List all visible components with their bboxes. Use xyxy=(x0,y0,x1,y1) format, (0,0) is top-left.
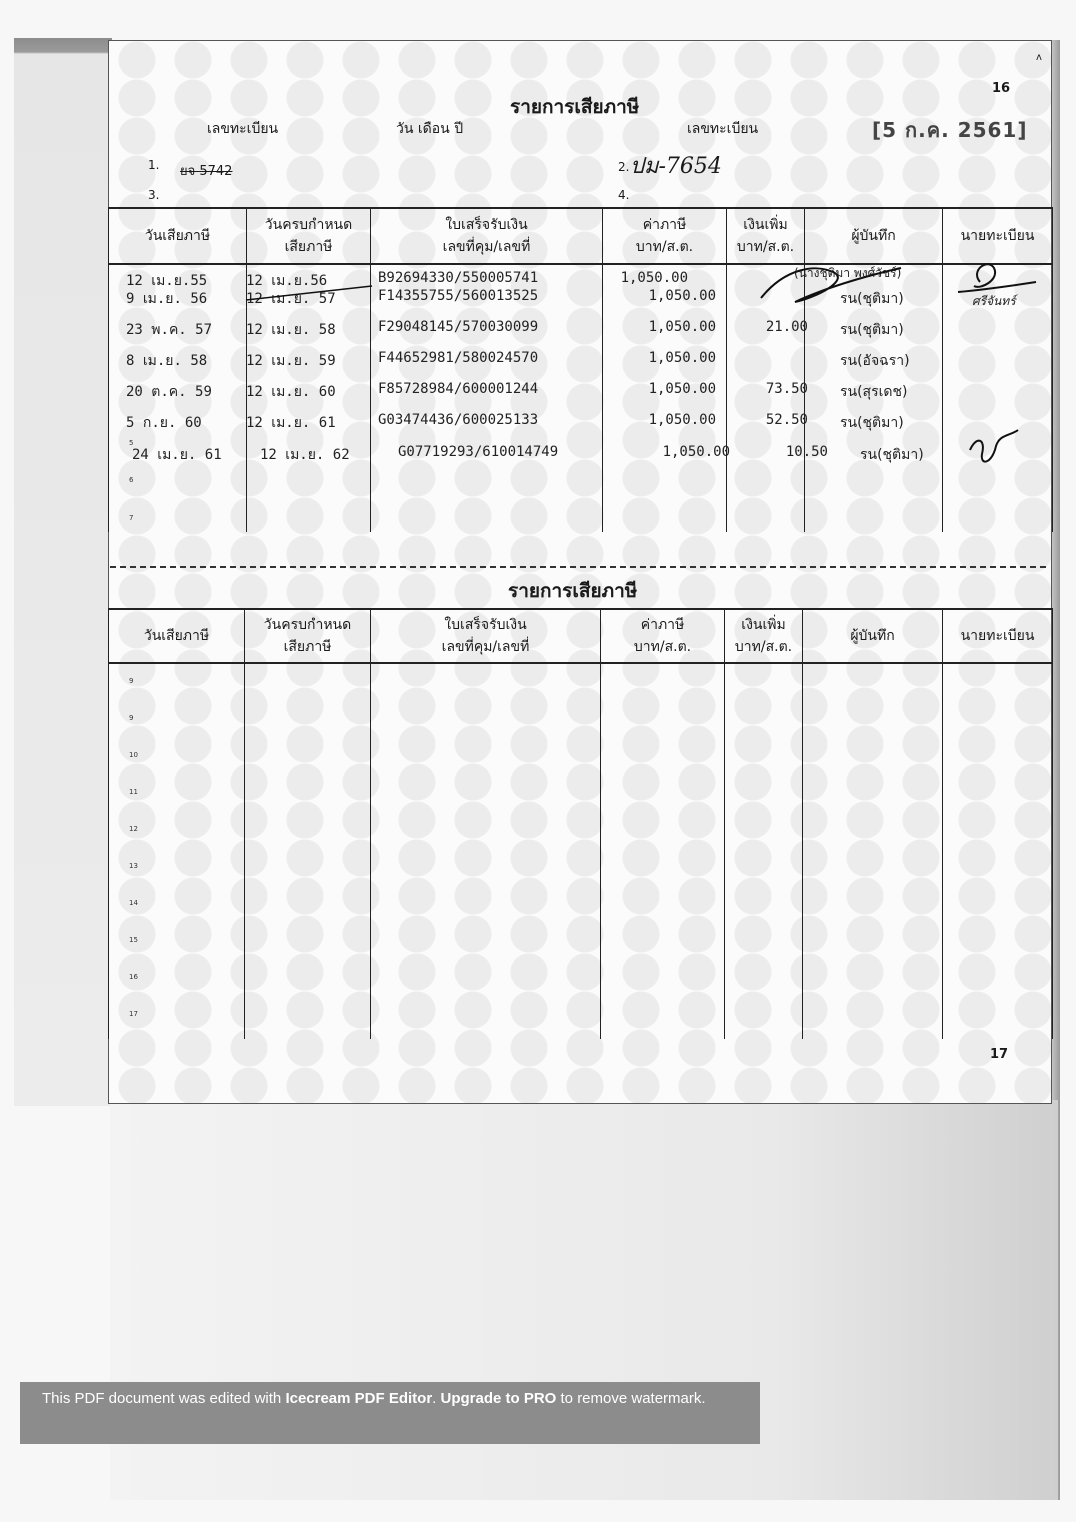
record-fee: 73.50 xyxy=(765,381,808,397)
record-recorder: รน(ชุติมา) xyxy=(840,415,904,431)
row-number: 6 xyxy=(129,476,134,484)
record-fee: 21.00 xyxy=(765,319,808,335)
watermark-suffix: to remove watermark. xyxy=(556,1390,706,1407)
old-plate-struck: ยจ 5742 xyxy=(180,164,233,179)
col-due-date xyxy=(247,208,371,264)
registration-label-left: เลขทะเบียน xyxy=(207,121,279,137)
record-recorder: รน(อัจฉรา) xyxy=(840,353,910,369)
col-tax xyxy=(603,208,727,264)
watermark-middle: . xyxy=(432,1390,441,1407)
tax-table-bottom xyxy=(108,608,1053,1039)
recorder-signature xyxy=(755,258,905,314)
record-fee: 10.50 xyxy=(785,444,828,460)
col-tax-line1: ค่าภาษี xyxy=(640,617,685,633)
body-cell xyxy=(601,663,725,1039)
plate-slot-1: 1. xyxy=(148,158,160,172)
record-receipt: G03474436/600025133 xyxy=(378,412,539,428)
col-surcharge xyxy=(727,208,805,264)
watermark-upgrade-link[interactable]: Upgrade to PRO xyxy=(440,1390,557,1407)
tax-record-row xyxy=(108,350,1052,374)
record-tax: 1,050.00 xyxy=(648,319,716,335)
col-receipt xyxy=(371,208,603,264)
new-plate-handwritten: ปม-7654 xyxy=(630,154,722,179)
row-number: 15 xyxy=(129,936,138,944)
record-recorder: (นางชุติมา พงศ์วัชร์) xyxy=(794,266,902,280)
row-number: 9 xyxy=(129,714,134,722)
record-due: 12 เม.ย.56 xyxy=(246,273,328,289)
row-number: 17 xyxy=(129,1010,138,1018)
section-title-top: รายการเสียภาษี xyxy=(510,96,640,118)
record-date: 8 เม.ย. 58 xyxy=(126,353,208,369)
record-due: 12 เม.ย. 59 xyxy=(246,353,336,369)
record-receipt: G07719293/610014749 xyxy=(398,444,559,460)
body-cell xyxy=(371,663,601,1039)
record-date: 5 ก.ย. 60 xyxy=(126,415,202,431)
record-recorder: รน(ชุติมา) xyxy=(840,322,904,338)
col-due-date-line2: เสียภาษี xyxy=(284,239,333,255)
body-cell xyxy=(803,663,943,1039)
col-due-date-line1: วันครบกำหนด xyxy=(264,217,353,233)
col-registrar: นายทะเบียน xyxy=(943,609,1053,663)
col-receipt xyxy=(371,609,601,663)
registrar-note: ศรีจันทร์ xyxy=(972,294,1016,308)
page-number-bottom: 17 xyxy=(990,1047,1009,1062)
record-receipt: F85728984/600001244 xyxy=(378,381,539,397)
record-due: 12 เม.ย. 61 xyxy=(246,415,336,431)
col-receipt-line2: เลขที่คุม/เลขที่ xyxy=(441,639,530,655)
record-receipt: B92694330/550005741 xyxy=(378,270,539,286)
record-receipt: F44652981/580024570 xyxy=(378,350,539,366)
row-number: 7 xyxy=(129,514,134,522)
perforation-line xyxy=(110,566,1046,568)
pdf-editor-watermark xyxy=(20,1382,760,1444)
strike-stroke xyxy=(244,282,374,306)
page-number-top: 16 xyxy=(992,81,1011,96)
col-receipt-line1: ใบเสร็จรับเงิน xyxy=(445,217,528,233)
col-registrar: นายทะเบียน xyxy=(943,208,1053,264)
registration-label-right: เลขทะเบียน xyxy=(687,121,759,137)
record-tax: 1,050.00 xyxy=(648,288,716,304)
row-number: 13 xyxy=(129,862,138,870)
row-number: 11 xyxy=(129,788,138,796)
record-receipt: F29048145/570030099 xyxy=(378,319,539,335)
col-receipt-line1: ใบเสร็จรับเงิน xyxy=(444,617,527,633)
plate-slot-4: 4. xyxy=(618,188,630,202)
col-surcharge-line2: บาท/ส.ต. xyxy=(736,239,795,255)
col-due-date-line1: วันครบกำหนด xyxy=(263,617,352,633)
col-tax-date: วันเสียภาษี xyxy=(109,208,247,264)
tax-record-row xyxy=(108,381,1052,405)
col-receipt-line2: เลขที่คุม/เลขที่ xyxy=(442,239,531,255)
col-surcharge xyxy=(725,609,803,663)
col-surcharge-line1: เงินเพิ่ม xyxy=(743,217,788,233)
record-tax: 1,050.00 xyxy=(648,412,716,428)
row-number: 14 xyxy=(129,899,138,907)
row-number: 5 xyxy=(129,439,134,447)
col-due-date-line2: เสียภาษี xyxy=(283,639,332,655)
record-recorder: รน(ชุติมา) xyxy=(840,291,904,307)
corner-mark: ʌ xyxy=(1036,52,1042,63)
record-receipt: F14355755/560013525 xyxy=(378,288,539,304)
record-due: 12 เม.ย. 57 xyxy=(246,291,336,307)
col-tax-line2: บาท/ส.ต. xyxy=(633,639,692,655)
row-number: 16 xyxy=(129,973,138,981)
record-fee: 52.50 xyxy=(765,412,808,428)
col-due-date xyxy=(245,609,371,663)
body-cell xyxy=(725,663,803,1039)
tax-record-row xyxy=(108,319,1052,343)
section-title-bottom: รายการเสียภาษี xyxy=(508,580,638,602)
record-date: 20 ต.ค. 59 xyxy=(126,384,212,400)
col-tax-date: วันเสียภาษี xyxy=(109,609,245,663)
col-tax-line1: ค่าภาษี xyxy=(642,217,687,233)
watermark-product: Icecream PDF Editor xyxy=(285,1390,433,1407)
record-tax: 1,050.00 xyxy=(620,270,688,286)
plate-slot-3: 3. xyxy=(148,188,160,202)
record-due: 12 เม.ย. 60 xyxy=(246,384,336,400)
record-tax: 1,050.00 xyxy=(662,444,730,460)
col-surcharge-line1: เงินเพิ่ม xyxy=(741,617,786,633)
record-tax: 1,050.00 xyxy=(648,350,716,366)
row-number: 9 xyxy=(129,677,134,685)
record-date: 23 พ.ค. 57 xyxy=(126,322,213,338)
body-cell xyxy=(245,663,371,1039)
record-date: 9 เม.ย. 56 xyxy=(126,291,208,307)
col-recorder: ผู้บันทึก xyxy=(805,208,943,264)
stamped-date: [5 ก.ค. 2561] xyxy=(872,118,1028,142)
record-date: 12 เม.ย.55 xyxy=(126,273,208,289)
row-number: 10 xyxy=(129,751,138,759)
row-number: 12 xyxy=(129,825,138,833)
record-date: 24 เม.ย. 61 xyxy=(132,447,222,463)
tax-record-row xyxy=(108,412,1052,436)
record-recorder: รน(ชุติมา) xyxy=(860,447,924,463)
record-recorder: รน(สุรเดช) xyxy=(840,384,908,400)
watermark-prefix: This PDF document was edited with xyxy=(42,1390,286,1407)
record-due: 12 เม.ย. 58 xyxy=(246,322,336,338)
registrar-initial xyxy=(962,424,1022,472)
tax-record-row xyxy=(108,444,1052,468)
col-recorder: ผู้บันทึก xyxy=(803,609,943,663)
record-tax: 1,050.00 xyxy=(648,381,716,397)
date-label: วัน เดือน ปี xyxy=(396,121,464,137)
scan-left-shadow xyxy=(14,38,112,1106)
col-surcharge-line2: บาท/ส.ต. xyxy=(734,639,793,655)
plate-slot-2: 2. xyxy=(618,160,630,174)
col-tax-line2: บาท/ส.ต. xyxy=(635,239,694,255)
col-tax xyxy=(601,609,725,663)
body-cell xyxy=(943,663,1053,1039)
record-due: 12 เม.ย. 62 xyxy=(260,447,350,463)
